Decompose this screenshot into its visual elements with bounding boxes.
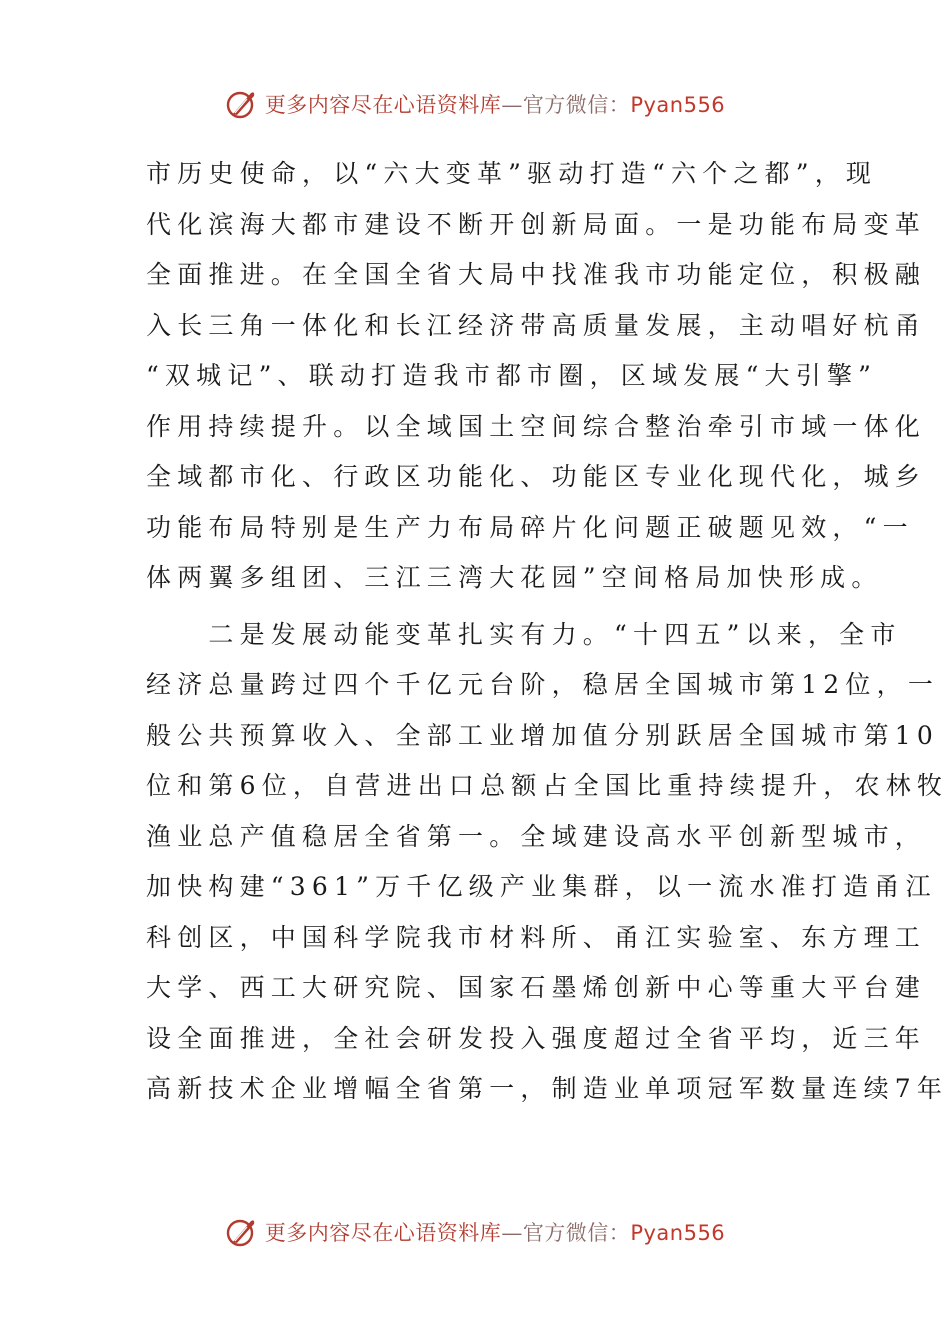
text-line: 代化滨海大都市建设不断开创新局面。一是功能布局变革 [146, 209, 927, 239]
header-wechat-handle: Pyan556 [630, 93, 726, 117]
footer-wechat-handle: Pyan556 [630, 1221, 726, 1245]
header-text [265, 89, 725, 119]
text-line: 大学、西工大研究院、国家石墨烯创新中心等重大平台建 [146, 973, 927, 1002]
text-line: 功能布局特别是生产力布局碎片化问题正破题见效，“一 [146, 512, 914, 542]
text-line: 高新技术企业增幅全省第一，制造业单项冠军数量连续7年 [146, 1074, 949, 1103]
text-line: 经济总量跨过四个千亿元台阶，稳居全国城市第12位，一 [146, 670, 940, 699]
paragraph-1 [146, 149, 927, 604]
footer-text [265, 1217, 725, 1247]
footer-banner [0, 1212, 950, 1252]
footer-dash-label: —官方微信： [501, 1221, 631, 1245]
header-site-name: 更多内容尽在心语资料库 [264, 93, 502, 117]
text-line: “双城记”、联动打造我市都市圈，区域发展“大引擎” [146, 361, 878, 390]
text-line: 般公共预算收入、全部工业增加值分别跃居全国城市第10 [146, 720, 940, 750]
footer-site-name: 更多内容尽在心语资料库 [264, 1221, 502, 1245]
text-line: 科创区，中国科学院我市材料所、甬江实验室、东方理工 [146, 922, 927, 952]
header-dash-label: —官方微信： [501, 93, 631, 117]
text-line: 渔业总产值稳居全省第一。全域建设高水平创新型城市， [146, 821, 927, 851]
text-line: 设全面推进，全社会研发投入强度超过全省平均，近三年 [146, 1023, 927, 1053]
quill-pen-circle-icon [225, 87, 259, 121]
text-line: 作用持续提升。以全域国土空间综合整治牵引市域一体化 [146, 411, 927, 441]
text-line: 位和第6位，自营进出口总额占全国比重持续提升，农林牧 [146, 771, 949, 800]
document-body [146, 149, 949, 1115]
header-banner [0, 84, 950, 124]
text-line: 二是发展动能变革扎实有力。“十四五”以来，全市 [146, 619, 902, 649]
text-line: 全面推进。在全国全省大局中找准我市功能定位，积极融 [146, 260, 927, 289]
text-line: 体两翼多组团、三江三湾大花园”空间格局加快形成。 [146, 563, 883, 592]
text-line: 市历史使命，以“六大变革”驱动打造“六个之都”，现 [146, 159, 878, 188]
text-line: 全域都市化、行政区功能化、功能区专业化现代化，城乡 [146, 462, 927, 491]
quill-pen-circle-icon [225, 1215, 259, 1249]
paragraph-2 [146, 610, 949, 1115]
text-line: 加快构建“361”万千亿级产业集群，以一流水准打造甬江 [146, 872, 937, 901]
text-line: 入长三角一体化和长江经济带高质量发展，主动唱好杭甬 [146, 310, 927, 340]
